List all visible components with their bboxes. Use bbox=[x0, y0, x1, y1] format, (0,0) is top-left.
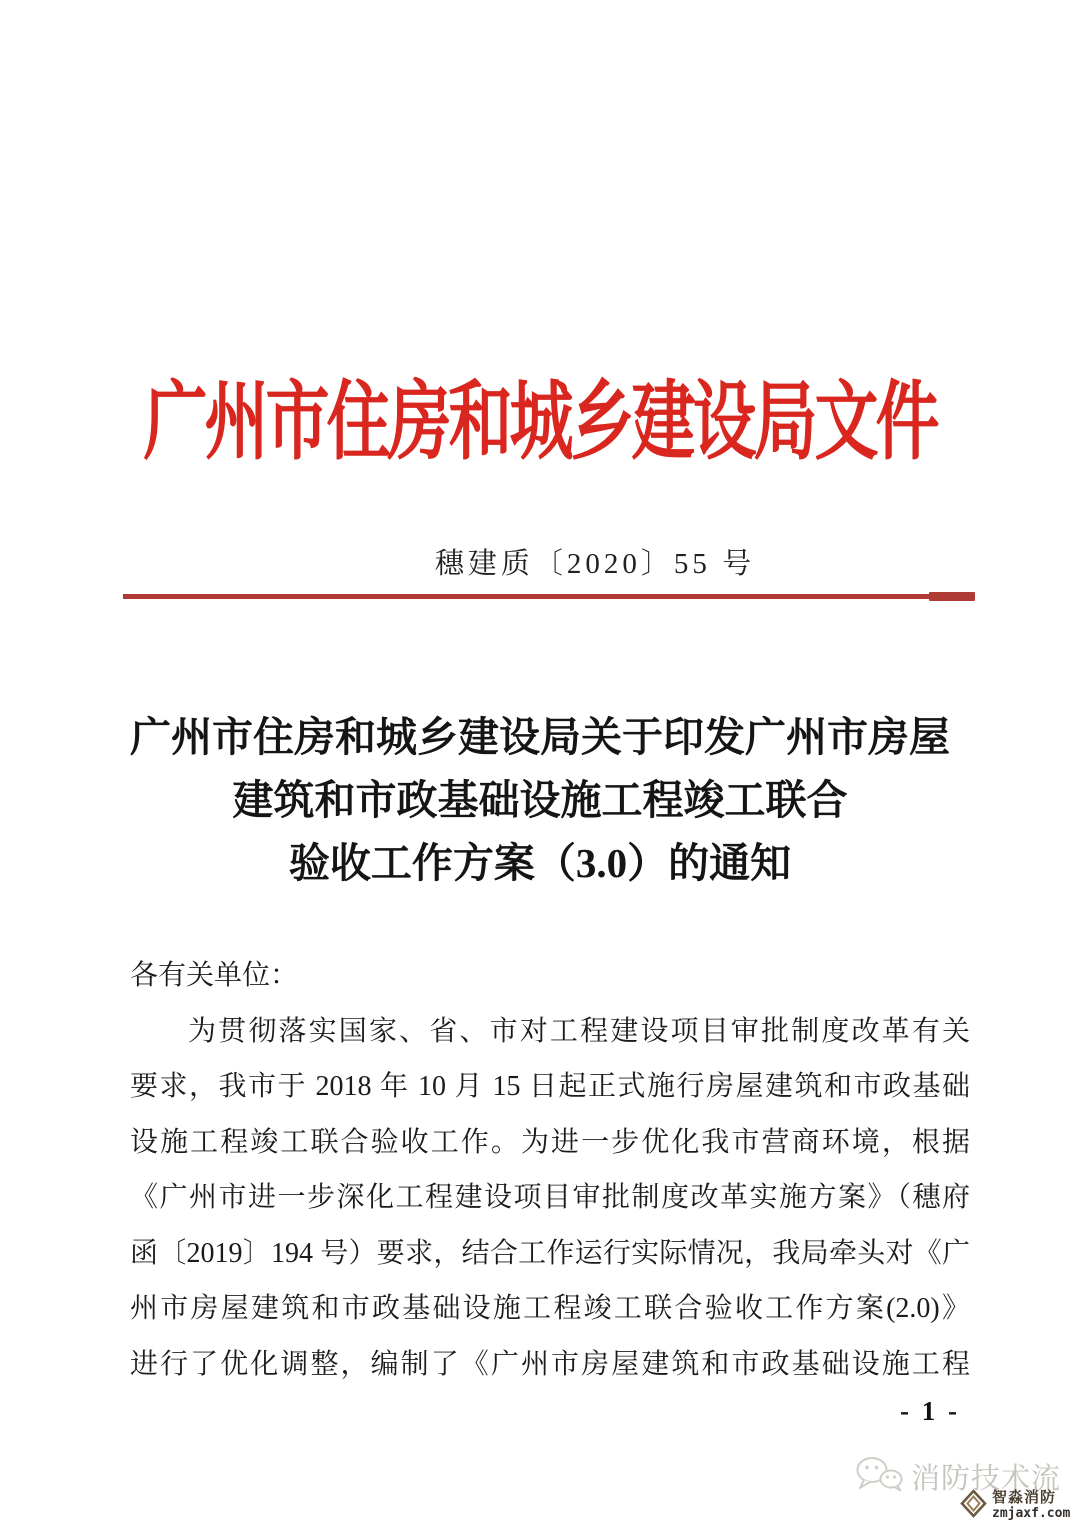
title-line-3: 验收工作方案（3.0）的通知 bbox=[288, 840, 792, 886]
wechat-watermark-label: 消防技术流 bbox=[911, 1463, 1062, 1495]
title-line-1: 广州市住房和城乡建设局关于印发广州市房屋 bbox=[130, 714, 950, 760]
zmj-logo bbox=[960, 1489, 1070, 1523]
wechat-icon bbox=[855, 1456, 905, 1497]
body-line: 函〔2019〕194 号）要求，结合工作运行实际情况，我局牵头对《广 bbox=[130, 1237, 970, 1269]
body-line: 州市房屋建筑和市政基础设施工程竣工联合验收工作方案(2.0)》 bbox=[130, 1293, 970, 1324]
zmj-logo-name: 智淼消防 bbox=[992, 1490, 1057, 1507]
zmj-logo-url: zmjaxf.com bbox=[992, 1506, 1071, 1522]
body-line: 要求，我市于 2018 年 10 月 15 日起正式施行房屋建筑和市政基础 bbox=[130, 1071, 970, 1102]
page-number: - 1 - bbox=[900, 1396, 960, 1426]
title-line-2: 建筑和市政基础设施工程竣工联合 bbox=[232, 777, 848, 823]
zmj-logo-text-block bbox=[992, 1491, 1070, 1520]
red-divider-line bbox=[123, 594, 975, 599]
body-line: 进行了优化调整，编制了《广州市房屋建筑和市政基础设施工程 bbox=[130, 1348, 970, 1380]
body-line: 为贯彻落实国家、省、市对工程建设项目审批制度改革有关 bbox=[188, 1015, 970, 1047]
doc-number: 穗建质〔2020〕55 号 bbox=[434, 548, 756, 580]
document-body bbox=[130, 948, 970, 1392]
agency-title: 广州市住房和城乡建设局文件 bbox=[143, 374, 937, 470]
body-line: 《广州市进一步深化工程建设项目审批制度改革实施方案》（穗府 bbox=[130, 1182, 970, 1213]
body-line: 设施工程竣工联合验收工作。为进一步优化我市营商环境，根据 bbox=[130, 1126, 970, 1158]
salutation: 各有关单位： bbox=[130, 960, 299, 991]
document-title bbox=[0, 706, 1080, 895]
zmj-logo-icon bbox=[960, 1489, 987, 1523]
